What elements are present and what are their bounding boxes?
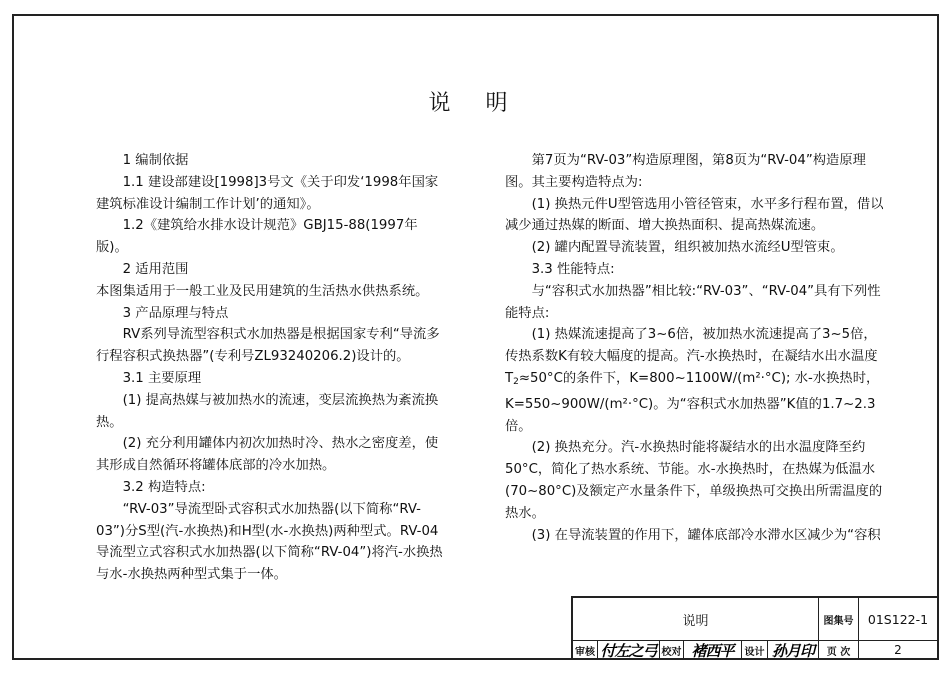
heading-3-2: 3.2 构造特点: — [122, 479, 206, 495]
review-signature: 付左之弓 — [597, 640, 659, 660]
para-3-2-cont: 第7页为“RV-03”构造原理图，第8页为“RV-04”构造原理图。其主要构造特点为: — [505, 153, 866, 190]
drawing-name: 说明 — [682, 613, 709, 629]
para-3-2: “RV-03”导流型卧式容积式水加热器(以下简称“RV-03”)分S型(汽-水换热)和H型(水-水换热)两种型式。RV-04导流型立式容积式水加热器(以下简称“RV-04”)将汽-水换热与水-水换热两种型式集于一体。 — [96, 501, 443, 583]
temp-symbol: T — [505, 370, 514, 386]
heading-3-3: 3.3 性能特点: — [531, 261, 615, 277]
review-label: 审核 — [575, 646, 595, 658]
para-2: 本图集适用于一般工业及民用建筑的生活热水供热系统。 — [96, 283, 429, 299]
temp-subscript: 2 — [513, 376, 519, 387]
para-3-1-1: (1) 提高热媒与被加热水的流速，变层流换热为紊流换热。 — [96, 392, 439, 430]
title-block — [571, 596, 939, 660]
left-column — [96, 150, 448, 586]
check-signature: 褚西平 — [683, 640, 741, 660]
title-block-bottom-row — [573, 640, 937, 660]
para-1-2: 1.2《建筑给水排水设计规范》GBJ15-88(1997年版)。 — [96, 218, 418, 256]
para-3-3-3: (3) 在导流装置的作用下，罐体底部冷水滞水区减少为“容积 — [531, 527, 881, 543]
para-3-3-2: (2) 换热充分。汽-水换热时能将凝结水的出水温度降至约50°C，简化了热水系统、节能。水-水换热时，在热媒为低温水(70~80°C)及额定产水量条件下，单级换热可交换出所需温度的热水。 — [505, 440, 883, 521]
para-3-3-1 — [505, 324, 884, 437]
para-3-1-2: (2) 充分利用罐体内初次加热时冷、热水之密度差，使其形成自然循环将罐体底部的冷水加热。 — [96, 436, 439, 474]
atlas-number: 01S122-1 — [858, 598, 937, 640]
page-number: 2 — [858, 640, 937, 660]
para-3: RV系列导流型容积式水加热器是根据国家专利“导流多行程容积式换热器”(专利号ZL93240206.2)设计的。 — [96, 327, 440, 365]
right-column — [505, 150, 884, 546]
design-label: 设计 — [741, 640, 767, 660]
heading-3: 3 产品原理与特点 — [122, 305, 229, 321]
para-1-1: 1.1 建设部建设[1998]3号文《关于印发‘1998年国家建筑标准设计编制工作计划’的通知》。 — [96, 174, 439, 212]
para-3-3: 与“容积式水加热器”相比较:“RV-03”、“RV-04”具有下列性能特点: — [505, 283, 881, 321]
para-3-3-1-b: ≈50°C的条件下，K=800~1100W/(m²·°C); 水-水换热时，K=550~900W/(m²·°C)。为“容积式水加热器”K值的1.7~2.3倍。 — [505, 370, 880, 434]
page-label: 页 次 — [818, 640, 858, 660]
design-signature: 孙月印 — [767, 640, 818, 660]
heading-3-1: 3.1 主要原理 — [122, 370, 202, 386]
page-title: 说 明 — [428, 91, 522, 116]
para-3-2-1: (1) 换热元件U型管选用小管径管束，水平多行程布置，借以减少通过热媒的断面、增大换热面积、提高热媒流速。 — [505, 196, 884, 234]
heading-2: 2 适用范围 — [122, 261, 189, 277]
para-3-3-1-a: (1) 热媒流速提高了3~6倍，被加热水流速提高了3~5倍，传热系数K有较大幅度的提高。汽-水换热时，在凝结水出水温度 — [505, 327, 878, 365]
title-block-top-row — [573, 598, 937, 641]
heading-1: 1 编制依据 — [122, 153, 189, 168]
check-label: 校对 — [659, 640, 683, 660]
para-3-2-2: (2) 罐内配置导流装置，组织被加热水流经U型管束。 — [531, 240, 844, 256]
atlas-label: 图集号 — [818, 598, 858, 640]
